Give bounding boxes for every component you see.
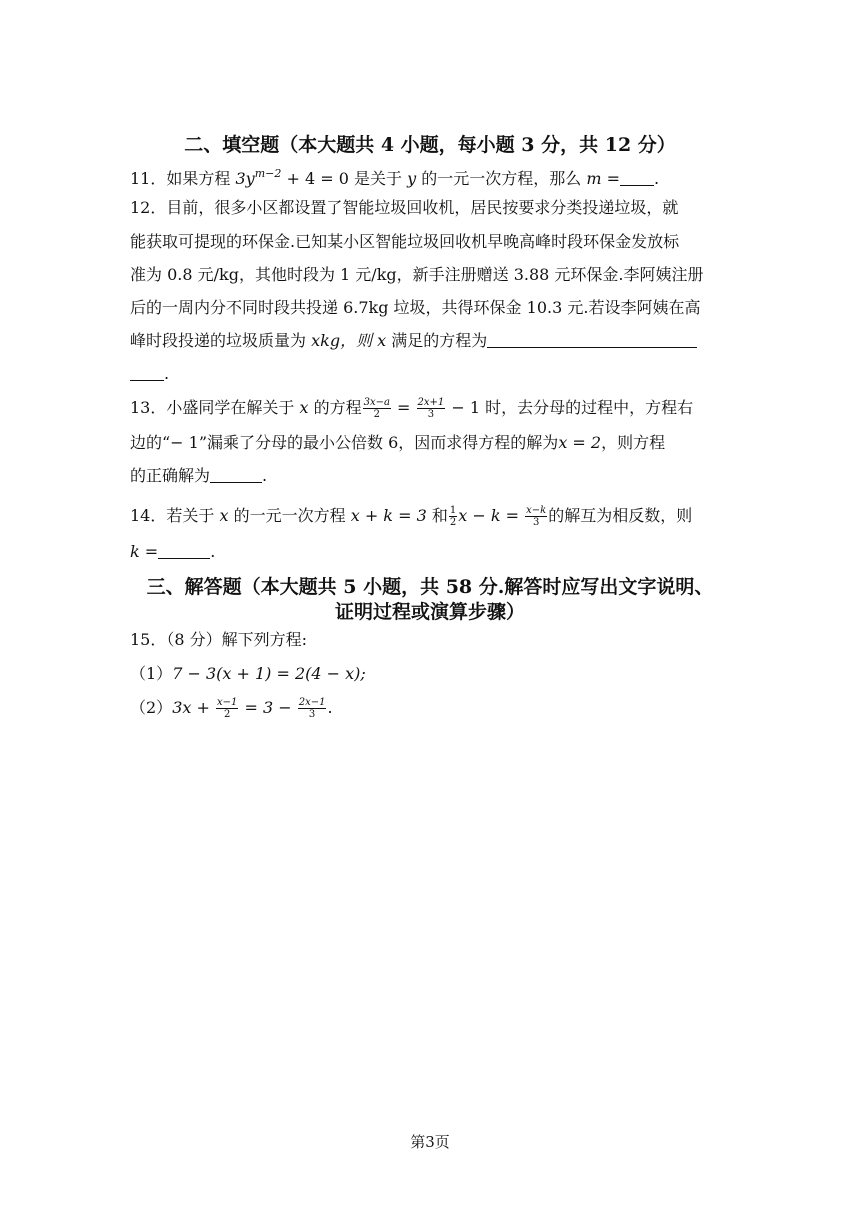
question-12-line-4: 后的一周内分不同时段共投递 6.7kg 垃圾，共得环保金 10.3 元.若设李阿姨在高: [130, 298, 701, 317]
equation: $3y^{m-2} + 4 = 0$: [235, 167, 349, 188]
fraction: $\frac{2x+1}{3}$: [417, 397, 445, 420]
section-title-solve-line-2: 证明过程或演算步骤）: [334, 601, 525, 623]
answer-blank[interactable]: [487, 333, 697, 348]
question-15-heading: 15．（8 分）解下列方程:: [130, 630, 308, 649]
answer-label: m =: [586, 169, 620, 188]
fraction: $\frac{x-1}{2}$: [216, 697, 238, 720]
fraction: $\frac{2x-1}{3}$: [298, 697, 326, 720]
answer-blank[interactable]: [620, 171, 654, 186]
question-12-line-1: 12．目前，很多小区都设置了智能垃圾回收机，居民按要求分类投递垃圾，就: [130, 198, 679, 217]
question-number: 11．: [130, 169, 167, 188]
answer-blank[interactable]: [158, 544, 210, 559]
fraction: $\frac{x-k}{3}$: [526, 505, 547, 528]
question-14-line-2: k = .: [130, 542, 216, 561]
question-15-part-1: （1）7 − 3(x + 1) = 2(4 − x);: [130, 664, 366, 683]
question-12-line-2: 能获取可提现的环保金.已知某小区智能垃圾回收机早晚高峰时段环保金发放标: [130, 232, 680, 251]
question-15-part-2: （2）3x + $\frac{x-1}{2}$ = 3 − $\frac{2x-1}{3}$ .: [130, 697, 333, 720]
fraction: $\frac{1}{2}$: [449, 505, 457, 528]
question-13-line-3: 的正确解为 .: [130, 466, 268, 485]
answer-blank-continued[interactable]: [130, 366, 164, 381]
question-12-line-6: .: [130, 363, 169, 385]
question-13-line-1: 13．小盛同学在解关于 x 的方程 $\frac{3x-a}{2}$ = $\frac{2x+1}{3}$ − 1 时，去分母的过程中，方程右: [130, 397, 694, 420]
question-text: 如果方程: [166, 169, 231, 188]
question-12-line-5: 峰时段投递的垃圾质量为 xkg，则 x 满足的方程为: [130, 330, 697, 352]
question-11: 11．如果方程 $3y^{m-2} + 4 = 0$ 是关于 y 的一元一次方程，那么 m = .: [130, 167, 660, 188]
variable: y: [407, 169, 417, 188]
answer-blank[interactable]: [210, 468, 262, 483]
question-text: 的一元一次方程，那么: [421, 169, 582, 188]
question-13-line-2: 边的“− 1”漏乘了分母的最小公倍数 6，因而求得方程的解为x = 2，则方程: [130, 433, 666, 452]
fraction: $\frac{3x-a}{2}$: [363, 397, 390, 420]
section-title-fill-in: 二、填空题（本大题共 4 小题，每小题 3 分，共 12 分）: [184, 134, 676, 156]
page-number: 第3页: [410, 1133, 450, 1151]
question-12-line-3: 准为 0.8 元/kg，其他时段为 1 元/kg，新手注册赠送 3.88 元环保金.李阿姨注册: [130, 265, 704, 284]
question-text: 是关于: [353, 169, 402, 188]
question-14-line-1: 14．若关于 x 的一元一次方程 x + k = 3 和 $\frac{1}{2}$ x − k = $\frac{x-k}{3}$ 的解互为相反数，则: [130, 505, 693, 528]
section-title-solve-line-1: 三、解答题（本大题共 5 小题，共 58 分.解答时应写出文字说明、: [146, 576, 714, 598]
